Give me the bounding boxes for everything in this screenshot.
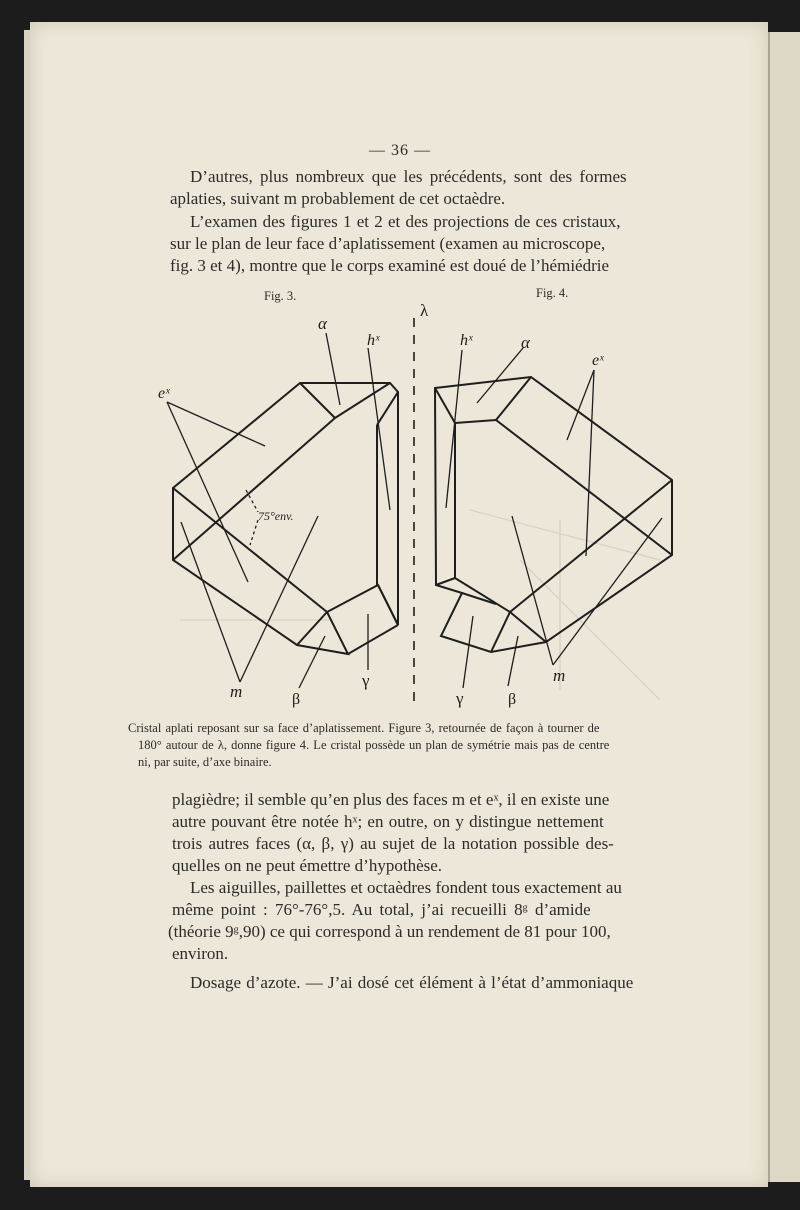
paragraph-1-line-1: D’autres, plus nombreux que les précédents, sont des formes (190, 167, 627, 186)
figure-3-label: Fig. 3. (264, 289, 297, 303)
paragraph-2-line-3: fig. 3 et 4), montre que le corps examiné est doué de l’hémiédrie (170, 256, 610, 275)
fig4-label-h: hˣ (460, 332, 473, 349)
fig4-label-m: m (553, 666, 566, 685)
paragraph-3-line-1: plagièdre; il semble qu’en plus des faces m et eˣ, il en existe une (172, 790, 610, 809)
fig3-label-alpha: α (318, 314, 327, 333)
figure-4-outline (435, 377, 672, 652)
fig3-label-m: m (230, 682, 243, 701)
fig4-label-gamma: γ (456, 689, 464, 708)
figure-4-crystal (435, 332, 672, 708)
paragraph-1-line-2: aplaties, suivant m probablement de cet octaèdre. (170, 189, 506, 208)
page-number: — 36 — (369, 142, 431, 159)
paragraph-2-line-2: sur le plan de leur face d’aplatissement (examen au microscope, (170, 234, 606, 253)
caption-line-2: 180° autour de λ, donne figure 4. Le cristal possède un plan de symétrie mais pas de centre (138, 738, 610, 752)
paragraph-2-line-1: L’examen des figures 1 et 2 et des projections de ces cristaux, (190, 212, 621, 231)
fig4-label-beta: β (508, 691, 517, 708)
fig3-label-gamma: γ (362, 671, 370, 690)
paragraph-4-line-2: même point : 76°-76°,5. Au total, j’ai recueilli 8ᵍ d’amide (172, 900, 591, 919)
figure-3-crystal (158, 314, 398, 708)
fig3-label-beta: β (292, 691, 301, 708)
fig3-label-h: hˣ (367, 332, 380, 349)
axis-label-lambda: λ (420, 301, 429, 320)
paragraph-4-line-1: Les aiguilles, paillettes et octaèdres fondent tous exactement au (190, 878, 622, 897)
fig3-label-e: eˣ (158, 385, 170, 402)
fig3-label-angle: 75°env. (258, 509, 294, 523)
paragraph-4-line-3: (théorie 9ᵍ,90) ce qui correspond à un rendement de 81 pour 100, (168, 922, 611, 941)
paragraph-3-line-4: quelles on ne peut émettre d’hypothèse. (172, 856, 443, 875)
paragraph-3-line-3: trois autres faces (α, β, γ) au sujet de la notation possible des- (172, 834, 614, 853)
caption-line-1: Cristal aplati reposant sur sa face d’aplatissement. Figure 3, retournée de façon à tourner de (128, 721, 600, 735)
paragraph-4-line-4: environ. (172, 944, 229, 963)
fig4-label-alpha: α (521, 333, 530, 352)
paragraph-5-line-1: Dosage d’azote. — J’ai dosé cet élément à l’état d’ammoniaque (190, 973, 634, 992)
paragraph-3-line-2: autre pouvant être notée hˣ; en outre, on y distingue nettement (172, 812, 604, 831)
fig4-label-e: eˣ (592, 352, 604, 369)
figure-4-label: Fig. 4. (536, 286, 569, 300)
caption-line-3: ni, par suite, d’axe binaire. (138, 755, 272, 769)
